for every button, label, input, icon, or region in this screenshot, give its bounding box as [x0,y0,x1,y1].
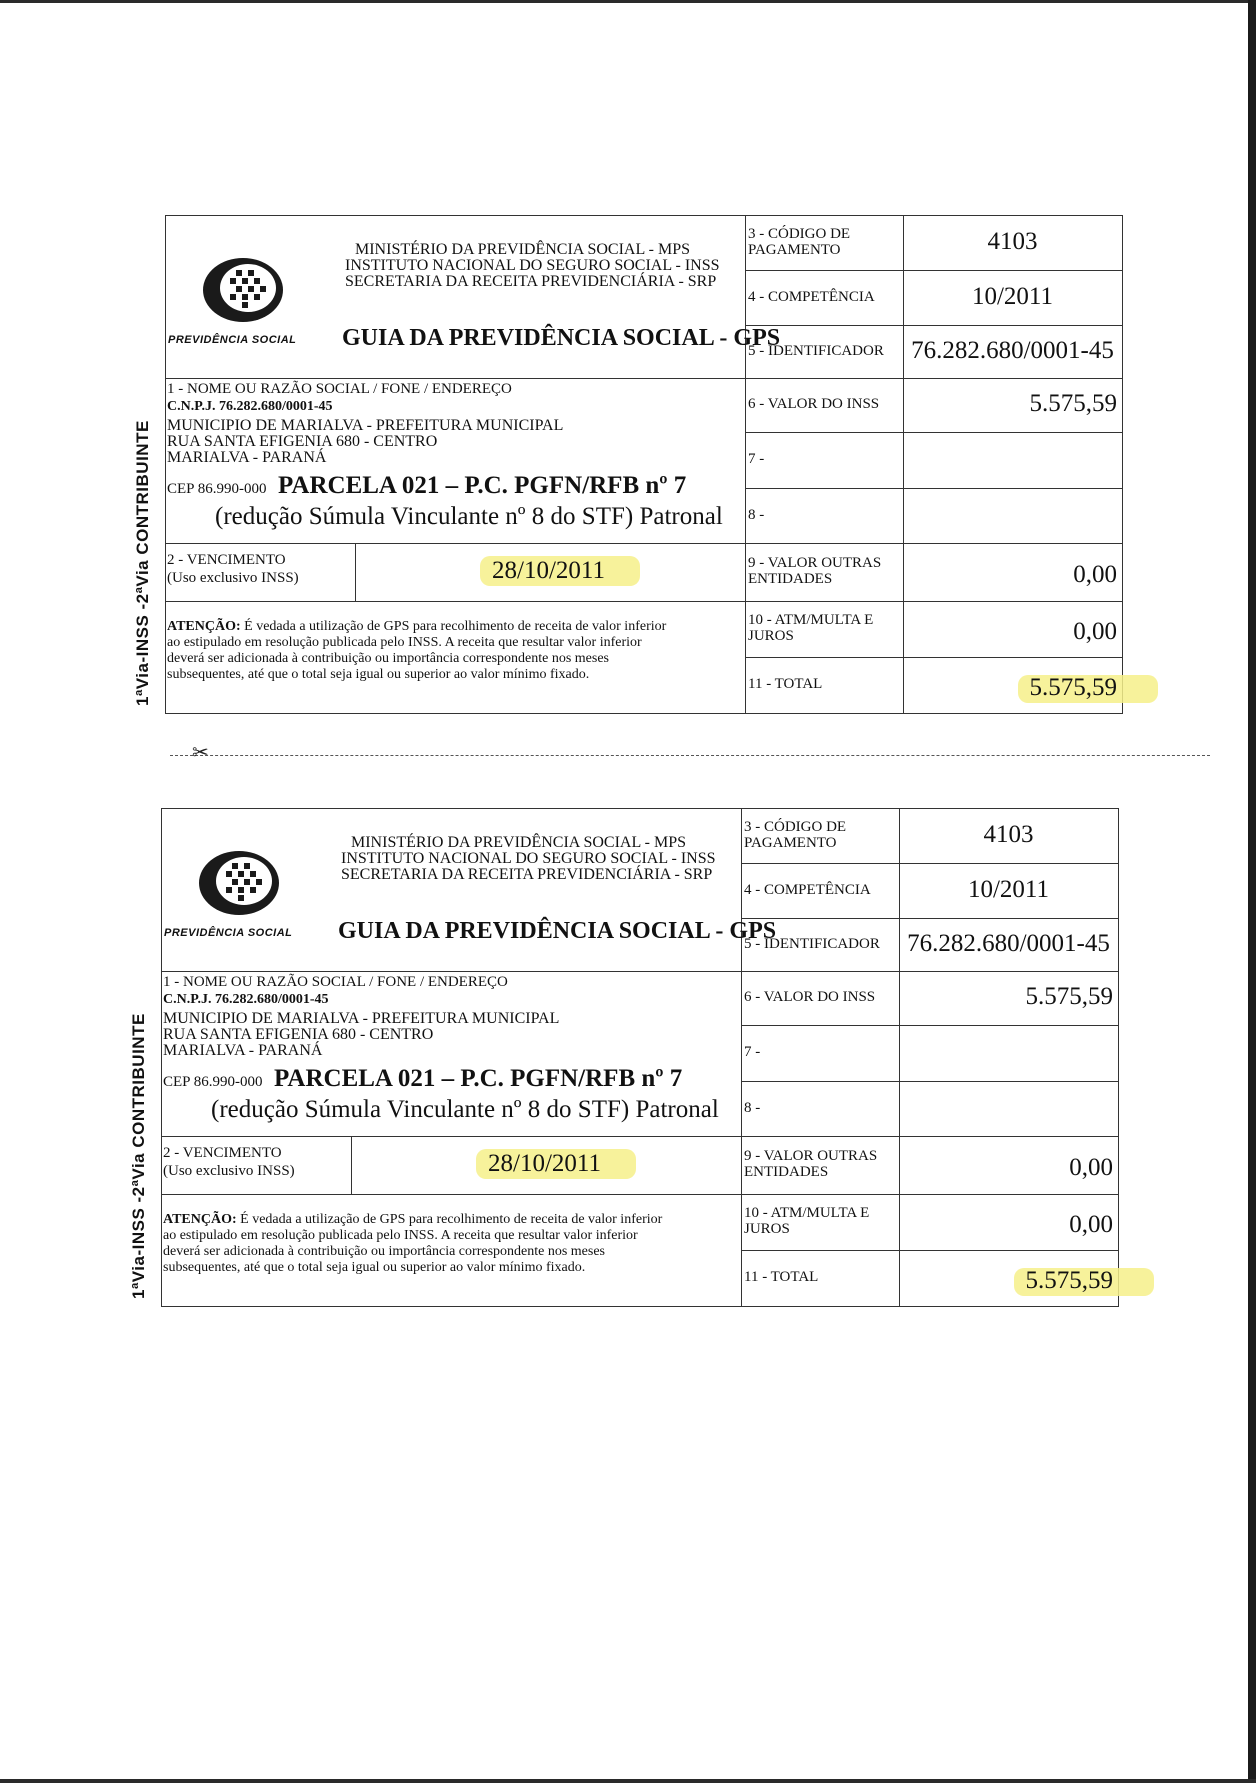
field-5-label: 5 - IDENTIFICADOR [744,935,880,952]
header-line: SECRETARIA DA RECEITA PREVIDENCIÁRIA - SRP [341,866,713,883]
atencao-label: ATENÇÃO: [163,1212,237,1227]
field-3-label: 3 - CÓDIGO DE [744,818,847,835]
header-line: INSTITUTO NACIONAL DO SEGURO SOCIAL - INSS [345,257,720,274]
atencao-text: É vedada a utilização de GPS para recolhimento de receita de valor inferior [236,1212,663,1227]
rule-line [745,378,1122,379]
field-6-value: 5.575,59 [1025,983,1113,1010]
rule-line [165,601,745,602]
address-line: RUA SANTA EFIGENIA 680 - CENTRO [163,1026,434,1043]
field-9-value: 0,00 [1069,1154,1113,1181]
header-line: MINISTÉRIO DA PREVIDÊNCIA SOCIAL - MPS [355,241,690,258]
field-3-label: 3 - CÓDIGO DE [748,225,851,242]
field-4-label: 4 - COMPETÊNCIA [744,881,871,898]
field-10-value: 0,00 [1069,1211,1113,1238]
page-edge [0,0,1256,3]
field-1-label: 1 - NOME OU RAZÃO SOCIAL / FONE / ENDEREÇO [167,381,512,397]
field-6-value: 5.575,59 [1029,390,1117,417]
address-line: MARIALVA - PARANÁ [167,449,327,466]
field-3-value: 4103 [983,820,1034,848]
vencimento-sublabel: (Uso exclusivo INSS) [167,570,299,586]
field-11-label: 11 - TOTAL [748,676,823,692]
address-line: MUNICIPIO DE MARIALVA - PREFEITURA MUNICIPAL [167,417,564,434]
field-5-label: 5 - IDENTIFICADOR [748,342,884,359]
rule-line [741,863,1118,864]
rule-line [741,918,1118,919]
field-10-label: 10 - ATM/MULTA E [748,612,874,628]
atencao-line: subsequentes, até que o total seja igual ou superior ao valor mínimo fixado. [167,667,590,682]
vencimento-sublabel: (Uso exclusivo INSS) [163,1163,295,1179]
scissors-icon: ✂ [192,740,209,764]
rule-line [355,543,356,601]
rule-line [741,1194,1118,1195]
rule-line [1118,808,1119,1306]
page-edge [0,1779,1256,1783]
field-9-label: 9 - VALOR OUTRAS [748,555,882,571]
form-title: GUIA DA PREVIDÊNCIA SOCIAL - GPS [342,325,781,351]
cep: CEP 86.990-000 [163,1074,263,1090]
logo-caption: PREVIDÊNCIA SOCIAL [164,927,293,939]
field-10-label: JUROS [744,1221,790,1237]
atencao-line: subsequentes, até que o total seja igual ou superior ao valor mínimo fixado. [163,1260,586,1275]
rule-line [745,488,1122,489]
field-9-value: 0,00 [1073,561,1117,588]
rule-line [741,1136,1118,1137]
cnpj: C.N.P.J. 76.282.680/0001-45 [163,992,329,1007]
header-line: INSTITUTO NACIONAL DO SEGURO SOCIAL - INSS [341,850,716,867]
rule-line [165,713,1123,714]
side-label: 1ªVia-INSS -2ªVia CONTRIBUINTE [129,1013,148,1299]
form-title: GUIA DA PREVIDÊNCIA SOCIAL - GPS [338,918,777,944]
rule-line [165,378,745,379]
atencao-line [163,1213,662,1228]
rule-line [161,971,741,972]
address-line: RUA SANTA EFIGENIA 680 - CENTRO [167,433,438,450]
field-10-label: JUROS [748,628,794,644]
field-4-label: 4 - COMPETÊNCIA [748,288,875,305]
rule-line [745,432,1122,433]
rule-line [741,808,742,1306]
rule-line [1122,215,1123,713]
rule-line [745,601,1122,602]
atencao-line: ao estipulado em resolução publicada pelo INSS. A receita que resultar valor inferior [163,1228,638,1243]
rule-line [165,215,166,713]
atencao-line: ao estipulado em resolução publicada pelo INSS. A receita que resultar valor inferior [167,635,642,650]
field-7-label: 7 - [744,1044,761,1060]
logo-caption: PREVIDÊNCIA SOCIAL [168,334,297,346]
field-9-label: ENTIDADES [744,1164,829,1180]
header-line: MINISTÉRIO DA PREVIDÊNCIA SOCIAL - MPS [351,834,686,851]
rule-line [161,808,162,1306]
field-9-label: ENTIDADES [748,571,833,587]
rule-line [165,215,1123,216]
previdencia-logo [195,252,305,332]
field-8-label: 8 - [744,1099,761,1116]
atencao-text: É vedada a utilização de GPS para recolhimento de receita de valor inferior [240,619,667,634]
rule-line [741,1081,1118,1082]
vencimento-label: 2 - VENCIMENTO [163,1145,282,1161]
address-line: MUNICIPIO DE MARIALVA - PREFEITURA MUNICIPAL [163,1010,560,1027]
field-11-label: 11 - TOTAL [744,1269,819,1285]
cnpj: C.N.P.J. 76.282.680/0001-45 [167,399,333,414]
field-3-label: PAGAMENTO [748,241,841,258]
reducao-text: (redução Súmula Vinculante nº 8 do STF) Patronal [211,1096,719,1123]
rule-line [741,1250,1118,1251]
header-line: SECRETARIA DA RECEITA PREVIDENCIÁRIA - SRP [345,273,717,290]
cep: CEP 86.990-000 [167,481,267,497]
rule-line [161,808,1119,809]
field-7-label: 7 - [748,451,765,467]
atencao-line: deverá ser adicionada à contribuição ou importância correspondente nos meses [167,651,609,666]
field-6-label: 6 - VALOR DO INSS [744,989,876,1005]
field-5-value: 76.282.680/0001-45 [907,929,1110,957]
rule-line [741,971,1118,972]
side-label: 1ªVia-INSS -2ªVia CONTRIBUINTE [133,420,152,706]
rule-line [351,1136,352,1194]
atencao-line [167,620,666,635]
rule-line [741,1025,1118,1026]
field-6-label: 6 - VALOR DO INSS [748,396,880,412]
atencao-label: ATENÇÃO: [167,619,241,634]
previdencia-logo [191,845,301,925]
parcela: PARCELA 021 – P.C. PGFN/RFB nº 7 [274,1065,683,1092]
cut-line [170,755,1210,756]
rule-line [745,270,1122,271]
rule-line [745,215,746,713]
rule-line [161,1306,1119,1307]
field-10-label: 10 - ATM/MULTA E [744,1205,870,1221]
page-edge [1248,0,1256,1783]
field-4-value: 10/2011 [971,282,1054,310]
field-4-value: 10/2011 [967,875,1050,903]
field-3-label: PAGAMENTO [744,834,837,851]
rule-line [745,325,1122,326]
atencao-line: deverá ser adicionada à contribuição ou importância correspondente nos meses [163,1244,605,1259]
rule-line [745,543,1122,544]
field-9-label: 9 - VALOR OUTRAS [744,1148,878,1164]
address-line: MARIALVA - PARANÁ [163,1042,323,1059]
field-10-value: 0,00 [1073,618,1117,645]
field-11-value: 5.575,59 [1025,1267,1113,1294]
reducao-text: (redução Súmula Vinculante nº 8 do STF) Patronal [215,503,723,530]
field-11-value: 5.575,59 [1029,674,1117,701]
field-3-value: 4103 [987,227,1038,255]
field-5-value: 76.282.680/0001-45 [911,336,1114,364]
vencimento-value: 28/10/2011 [488,1150,601,1177]
rule-line [745,657,1122,658]
vencimento-value: 28/10/2011 [492,557,605,584]
vencimento-label: 2 - VENCIMENTO [167,552,286,568]
rule-line [161,1136,741,1137]
rule-line [165,543,745,544]
parcela: PARCELA 021 – P.C. PGFN/RFB nº 7 [278,472,687,499]
field-1-label: 1 - NOME OU RAZÃO SOCIAL / FONE / ENDEREÇO [163,974,508,990]
rule-line [161,1194,741,1195]
field-8-label: 8 - [748,506,765,523]
